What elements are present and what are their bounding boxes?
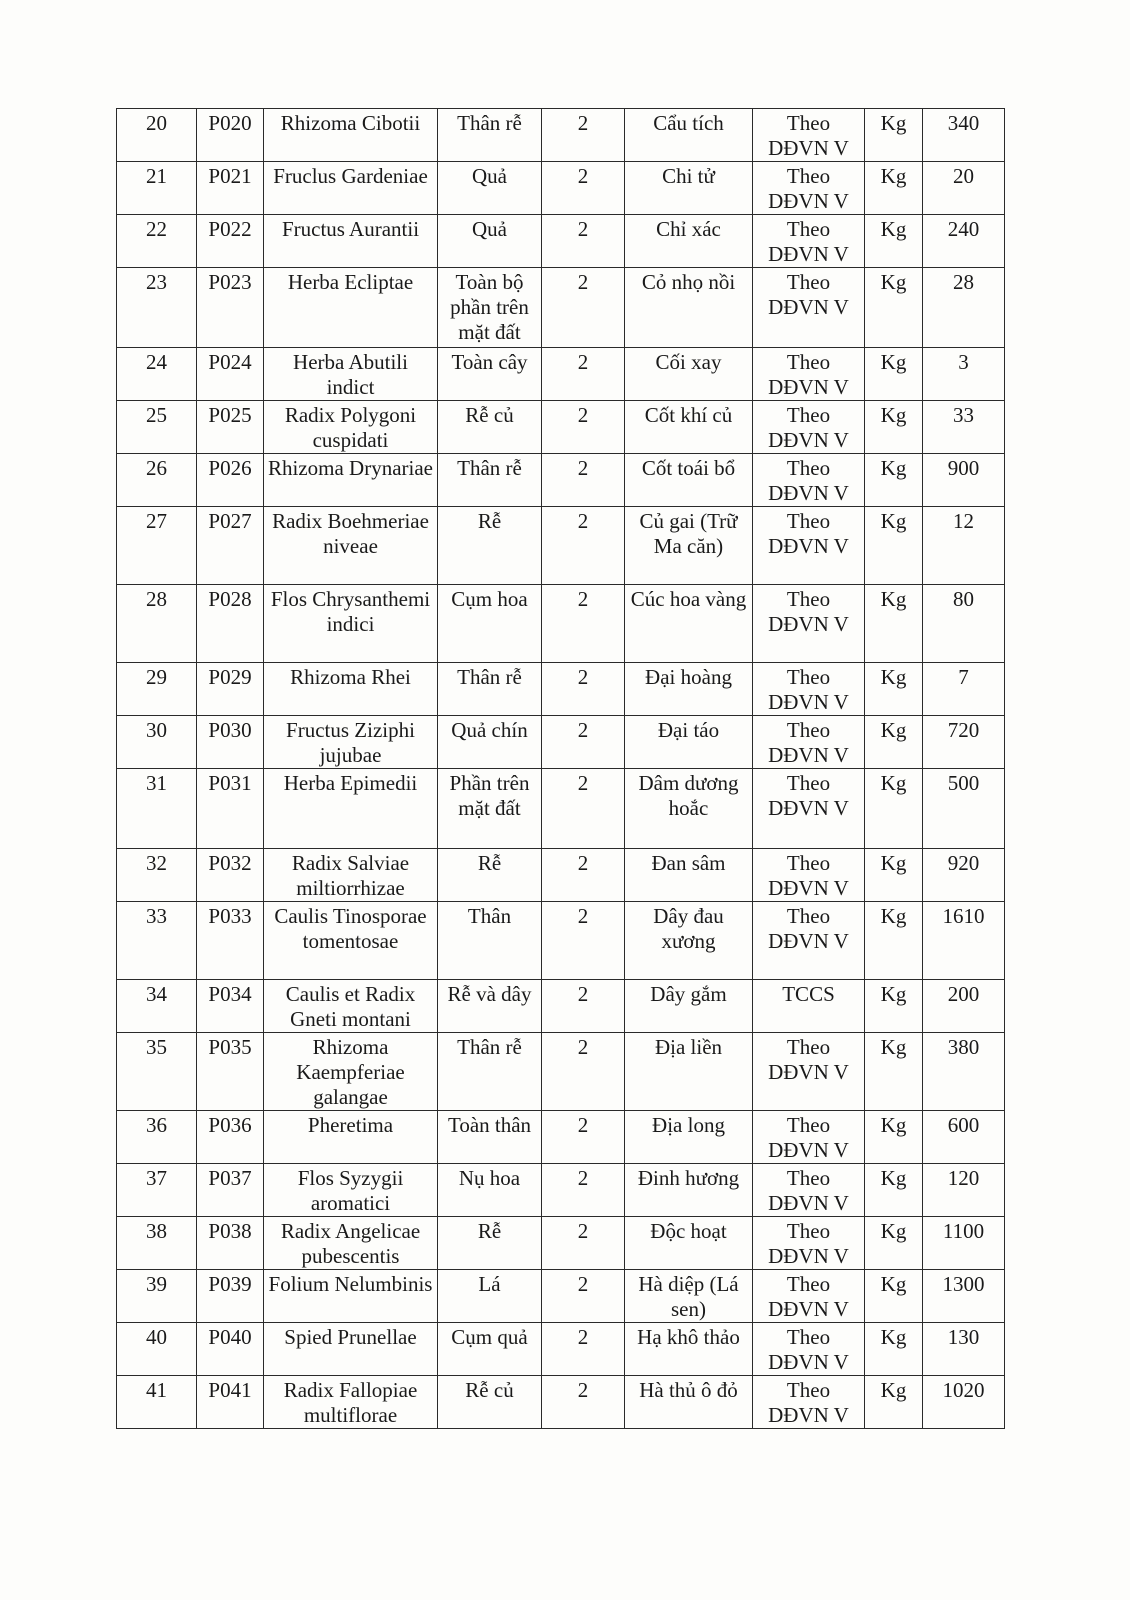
quantity-cell: 1610 bbox=[923, 902, 1005, 980]
table-row bbox=[117, 454, 1005, 507]
vietnamese-name-cell: Độc hoạt bbox=[625, 1217, 753, 1270]
plant-part-cell: Thân rễ bbox=[438, 109, 542, 162]
standard-cell: Theo DĐVN V bbox=[753, 1270, 865, 1323]
unit-cell: Kg bbox=[865, 1376, 923, 1429]
herbal-materials-table bbox=[116, 108, 1005, 1429]
group-cell: 2 bbox=[542, 1164, 625, 1217]
item-code-cell: P037 bbox=[197, 1164, 264, 1217]
vietnamese-name-cell: Đại hoàng bbox=[625, 663, 753, 716]
latin-name-cell: Fruclus Gardeniae bbox=[264, 162, 438, 215]
vietnamese-name-cell: Cốt khí củ bbox=[625, 401, 753, 454]
vietnamese-name-cell: Dâm dương hoắc bbox=[625, 769, 753, 849]
plant-part-cell: Cụm hoa bbox=[438, 585, 542, 663]
vietnamese-name-cell: Địa liền bbox=[625, 1033, 753, 1111]
latin-name-cell: Radix Salviae miltiorrhizae bbox=[264, 849, 438, 902]
group-cell: 2 bbox=[542, 663, 625, 716]
item-code-cell: P036 bbox=[197, 1111, 264, 1164]
item-code-cell: P029 bbox=[197, 663, 264, 716]
quantity-cell: 80 bbox=[923, 585, 1005, 663]
unit-cell: Kg bbox=[865, 401, 923, 454]
latin-name-cell: Fructus Ziziphi jujubae bbox=[264, 716, 438, 769]
vietnamese-name-cell: Chi tử bbox=[625, 162, 753, 215]
row-number-cell: 37 bbox=[117, 1164, 197, 1217]
table-row bbox=[117, 507, 1005, 585]
table-row bbox=[117, 1111, 1005, 1164]
group-cell: 2 bbox=[542, 1376, 625, 1429]
group-cell: 2 bbox=[542, 1270, 625, 1323]
latin-name-cell: Rhizoma Cibotii bbox=[264, 109, 438, 162]
standard-cell: Theo DĐVN V bbox=[753, 1217, 865, 1270]
table-row bbox=[117, 1323, 1005, 1376]
item-code-cell: P028 bbox=[197, 585, 264, 663]
row-number-cell: 23 bbox=[117, 268, 197, 348]
plant-part-cell: Lá bbox=[438, 1270, 542, 1323]
vietnamese-name-cell: Cúc hoa vàng bbox=[625, 585, 753, 663]
row-number-cell: 20 bbox=[117, 109, 197, 162]
group-cell: 2 bbox=[542, 1111, 625, 1164]
quantity-cell: 7 bbox=[923, 663, 1005, 716]
item-code-cell: P024 bbox=[197, 348, 264, 401]
latin-name-cell: Radix Angelicae pubescentis bbox=[264, 1217, 438, 1270]
table-row bbox=[117, 268, 1005, 348]
plant-part-cell: Thân rễ bbox=[438, 663, 542, 716]
vietnamese-name-cell: Đại táo bbox=[625, 716, 753, 769]
item-code-cell: P040 bbox=[197, 1323, 264, 1376]
table-row bbox=[117, 162, 1005, 215]
quantity-cell: 380 bbox=[923, 1033, 1005, 1111]
latin-name-cell: Rhizoma Drynariae bbox=[264, 454, 438, 507]
latin-name-cell: Rhizoma Rhei bbox=[264, 663, 438, 716]
table-row bbox=[117, 1164, 1005, 1217]
latin-name-cell: Caulis Tinosporae tomentosae bbox=[264, 902, 438, 980]
plant-part-cell: Cụm quả bbox=[438, 1323, 542, 1376]
table-row bbox=[117, 849, 1005, 902]
standard-cell: Theo DĐVN V bbox=[753, 215, 865, 268]
unit-cell: Kg bbox=[865, 1033, 923, 1111]
item-code-cell: P032 bbox=[197, 849, 264, 902]
latin-name-cell: Rhizoma Kaempferiae galangae bbox=[264, 1033, 438, 1111]
row-number-cell: 36 bbox=[117, 1111, 197, 1164]
unit-cell: Kg bbox=[865, 348, 923, 401]
latin-name-cell: Pheretima bbox=[264, 1111, 438, 1164]
vietnamese-name-cell: Dây gắm bbox=[625, 980, 753, 1033]
table-row bbox=[117, 769, 1005, 849]
table-row bbox=[117, 1033, 1005, 1111]
plant-part-cell: Toàn bộ phần trên mặt đất bbox=[438, 268, 542, 348]
standard-cell: Theo DĐVN V bbox=[753, 1033, 865, 1111]
latin-name-cell: Flos Chrysanthemi indici bbox=[264, 585, 438, 663]
quantity-cell: 12 bbox=[923, 507, 1005, 585]
vietnamese-name-cell: Dây đau xương bbox=[625, 902, 753, 980]
quantity-cell: 1020 bbox=[923, 1376, 1005, 1429]
vietnamese-name-cell: Củ gai (Trữ Ma căn) bbox=[625, 507, 753, 585]
row-number-cell: 39 bbox=[117, 1270, 197, 1323]
vietnamese-name-cell: Cẩu tích bbox=[625, 109, 753, 162]
plant-part-cell: Rễ củ bbox=[438, 401, 542, 454]
latin-name-cell: Herba Epimedii bbox=[264, 769, 438, 849]
plant-part-cell: Rễ bbox=[438, 1217, 542, 1270]
table-row bbox=[117, 663, 1005, 716]
plant-part-cell: Toàn thân bbox=[438, 1111, 542, 1164]
latin-name-cell: Herba Abutili indict bbox=[264, 348, 438, 401]
latin-name-cell: Radix Fallopiae multiflorae bbox=[264, 1376, 438, 1429]
group-cell: 2 bbox=[542, 401, 625, 454]
unit-cell: Kg bbox=[865, 585, 923, 663]
standard-cell: Theo DĐVN V bbox=[753, 849, 865, 902]
plant-part-cell: Phần trên mặt đất bbox=[438, 769, 542, 849]
table-row bbox=[117, 902, 1005, 980]
quantity-cell: 120 bbox=[923, 1164, 1005, 1217]
table-row bbox=[117, 716, 1005, 769]
table-row bbox=[117, 348, 1005, 401]
quantity-cell: 600 bbox=[923, 1111, 1005, 1164]
row-number-cell: 24 bbox=[117, 348, 197, 401]
vietnamese-name-cell: Cỏ nhọ nồi bbox=[625, 268, 753, 348]
latin-name-cell: Spied Prunellae bbox=[264, 1323, 438, 1376]
unit-cell: Kg bbox=[865, 454, 923, 507]
group-cell: 2 bbox=[542, 769, 625, 849]
row-number-cell: 25 bbox=[117, 401, 197, 454]
plant-part-cell: Rễ và dây bbox=[438, 980, 542, 1033]
row-number-cell: 28 bbox=[117, 585, 197, 663]
group-cell: 2 bbox=[542, 348, 625, 401]
vietnamese-name-cell: Đinh hương bbox=[625, 1164, 753, 1217]
group-cell: 2 bbox=[542, 507, 625, 585]
unit-cell: Kg bbox=[865, 268, 923, 348]
vietnamese-name-cell: Cốt toái bổ bbox=[625, 454, 753, 507]
plant-part-cell: Quả bbox=[438, 162, 542, 215]
item-code-cell: P041 bbox=[197, 1376, 264, 1429]
row-number-cell: 21 bbox=[117, 162, 197, 215]
group-cell: 2 bbox=[542, 980, 625, 1033]
group-cell: 2 bbox=[542, 585, 625, 663]
row-number-cell: 38 bbox=[117, 1217, 197, 1270]
unit-cell: Kg bbox=[865, 663, 923, 716]
standard-cell: Theo DĐVN V bbox=[753, 507, 865, 585]
row-number-cell: 33 bbox=[117, 902, 197, 980]
quantity-cell: 200 bbox=[923, 980, 1005, 1033]
plant-part-cell: Rễ củ bbox=[438, 1376, 542, 1429]
item-code-cell: P033 bbox=[197, 902, 264, 980]
unit-cell: Kg bbox=[865, 1164, 923, 1217]
group-cell: 2 bbox=[542, 268, 625, 348]
item-code-cell: P021 bbox=[197, 162, 264, 215]
row-number-cell: 34 bbox=[117, 980, 197, 1033]
standard-cell: Theo DĐVN V bbox=[753, 1323, 865, 1376]
group-cell: 2 bbox=[542, 849, 625, 902]
quantity-cell: 28 bbox=[923, 268, 1005, 348]
plant-part-cell: Thân rễ bbox=[438, 1033, 542, 1111]
item-code-cell: P027 bbox=[197, 507, 264, 585]
plant-part-cell: Rễ bbox=[438, 849, 542, 902]
quantity-cell: 920 bbox=[923, 849, 1005, 902]
row-number-cell: 40 bbox=[117, 1323, 197, 1376]
unit-cell: Kg bbox=[865, 162, 923, 215]
quantity-cell: 720 bbox=[923, 716, 1005, 769]
quantity-cell: 130 bbox=[923, 1323, 1005, 1376]
plant-part-cell: Quả chín bbox=[438, 716, 542, 769]
quantity-cell: 240 bbox=[923, 215, 1005, 268]
row-number-cell: 32 bbox=[117, 849, 197, 902]
item-code-cell: P022 bbox=[197, 215, 264, 268]
item-code-cell: P026 bbox=[197, 454, 264, 507]
plant-part-cell: Quả bbox=[438, 215, 542, 268]
standard-cell: Theo DĐVN V bbox=[753, 1164, 865, 1217]
vietnamese-name-cell: Hà thủ ô đỏ bbox=[625, 1376, 753, 1429]
row-number-cell: 22 bbox=[117, 215, 197, 268]
vietnamese-name-cell: Chỉ xác bbox=[625, 215, 753, 268]
standard-cell: Theo DĐVN V bbox=[753, 663, 865, 716]
standard-cell: Theo DĐVN V bbox=[753, 401, 865, 454]
standard-cell: Theo DĐVN V bbox=[753, 454, 865, 507]
unit-cell: Kg bbox=[865, 109, 923, 162]
table-row bbox=[117, 585, 1005, 663]
item-code-cell: P034 bbox=[197, 980, 264, 1033]
vietnamese-name-cell: Địa long bbox=[625, 1111, 753, 1164]
group-cell: 2 bbox=[542, 109, 625, 162]
quantity-cell: 1100 bbox=[923, 1217, 1005, 1270]
standard-cell: Theo DĐVN V bbox=[753, 348, 865, 401]
table-row bbox=[117, 215, 1005, 268]
row-number-cell: 41 bbox=[117, 1376, 197, 1429]
latin-name-cell: Folium Nelumbinis bbox=[264, 1270, 438, 1323]
standard-cell: Theo DĐVN V bbox=[753, 716, 865, 769]
group-cell: 2 bbox=[542, 1033, 625, 1111]
latin-name-cell: Caulis et Radix Gneti montani bbox=[264, 980, 438, 1033]
quantity-cell: 20 bbox=[923, 162, 1005, 215]
unit-cell: Kg bbox=[865, 716, 923, 769]
table-row bbox=[117, 980, 1005, 1033]
latin-name-cell: Radix Polygoni cuspidati bbox=[264, 401, 438, 454]
item-code-cell: P035 bbox=[197, 1033, 264, 1111]
vietnamese-name-cell: Hạ khô thảo bbox=[625, 1323, 753, 1376]
vietnamese-name-cell: Hà diệp (Lá sen) bbox=[625, 1270, 753, 1323]
vietnamese-name-cell: Cối xay bbox=[625, 348, 753, 401]
item-code-cell: P031 bbox=[197, 769, 264, 849]
unit-cell: Kg bbox=[865, 902, 923, 980]
table-body bbox=[117, 109, 1005, 1429]
table-row bbox=[117, 109, 1005, 162]
standard-cell: Theo DĐVN V bbox=[753, 585, 865, 663]
unit-cell: Kg bbox=[865, 1217, 923, 1270]
item-code-cell: P025 bbox=[197, 401, 264, 454]
item-code-cell: P039 bbox=[197, 1270, 264, 1323]
table-row bbox=[117, 401, 1005, 454]
quantity-cell: 3 bbox=[923, 348, 1005, 401]
table-row bbox=[117, 1270, 1005, 1323]
latin-name-cell: Herba Ecliptae bbox=[264, 268, 438, 348]
plant-part-cell: Toàn cây bbox=[438, 348, 542, 401]
plant-part-cell: Thân bbox=[438, 902, 542, 980]
group-cell: 2 bbox=[542, 162, 625, 215]
table-row bbox=[117, 1376, 1005, 1429]
plant-part-cell: Rễ bbox=[438, 507, 542, 585]
row-number-cell: 30 bbox=[117, 716, 197, 769]
row-number-cell: 26 bbox=[117, 454, 197, 507]
standard-cell: Theo DĐVN V bbox=[753, 162, 865, 215]
vietnamese-name-cell: Đan sâm bbox=[625, 849, 753, 902]
standard-cell: Theo DĐVN V bbox=[753, 109, 865, 162]
plant-part-cell: Thân rễ bbox=[438, 454, 542, 507]
latin-name-cell: Radix Boehmeriae niveae bbox=[264, 507, 438, 585]
item-code-cell: P020 bbox=[197, 109, 264, 162]
standard-cell: Theo DĐVN V bbox=[753, 902, 865, 980]
unit-cell: Kg bbox=[865, 1270, 923, 1323]
item-code-cell: P030 bbox=[197, 716, 264, 769]
standard-cell: Theo DĐVN V bbox=[753, 1111, 865, 1164]
quantity-cell: 500 bbox=[923, 769, 1005, 849]
unit-cell: Kg bbox=[865, 1323, 923, 1376]
quantity-cell: 1300 bbox=[923, 1270, 1005, 1323]
standard-cell: TCCS bbox=[753, 980, 865, 1033]
group-cell: 2 bbox=[542, 215, 625, 268]
unit-cell: Kg bbox=[865, 980, 923, 1033]
unit-cell: Kg bbox=[865, 215, 923, 268]
row-number-cell: 27 bbox=[117, 507, 197, 585]
unit-cell: Kg bbox=[865, 1111, 923, 1164]
unit-cell: Kg bbox=[865, 769, 923, 849]
row-number-cell: 29 bbox=[117, 663, 197, 716]
unit-cell: Kg bbox=[865, 507, 923, 585]
group-cell: 2 bbox=[542, 902, 625, 980]
latin-name-cell: Flos Syzygii aromatici bbox=[264, 1164, 438, 1217]
plant-part-cell: Nụ hoa bbox=[438, 1164, 542, 1217]
standard-cell: Theo DĐVN V bbox=[753, 1376, 865, 1429]
quantity-cell: 340 bbox=[923, 109, 1005, 162]
standard-cell: Theo DĐVN V bbox=[753, 268, 865, 348]
quantity-cell: 33 bbox=[923, 401, 1005, 454]
group-cell: 2 bbox=[542, 1217, 625, 1270]
item-code-cell: P038 bbox=[197, 1217, 264, 1270]
group-cell: 2 bbox=[542, 716, 625, 769]
table-row bbox=[117, 1217, 1005, 1270]
standard-cell: Theo DĐVN V bbox=[753, 769, 865, 849]
latin-name-cell: Fructus Aurantii bbox=[264, 215, 438, 268]
item-code-cell: P023 bbox=[197, 268, 264, 348]
group-cell: 2 bbox=[542, 1323, 625, 1376]
row-number-cell: 35 bbox=[117, 1033, 197, 1111]
quantity-cell: 900 bbox=[923, 454, 1005, 507]
unit-cell: Kg bbox=[865, 849, 923, 902]
group-cell: 2 bbox=[542, 454, 625, 507]
row-number-cell: 31 bbox=[117, 769, 197, 849]
